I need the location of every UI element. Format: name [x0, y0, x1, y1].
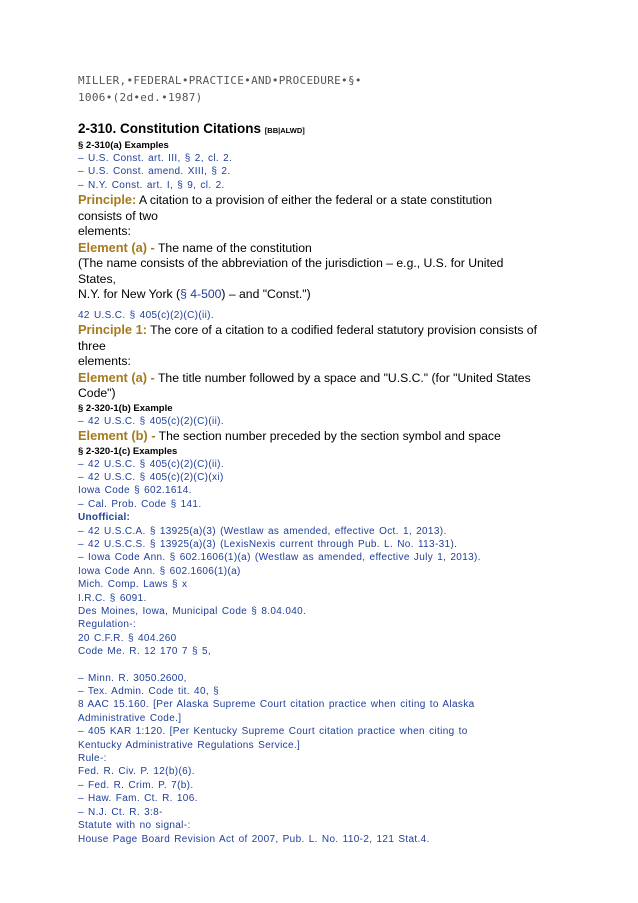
- unofficial-line: I.R.C. § 6091.: [78, 592, 147, 604]
- more-line: – Tex. Admin. Code tit. 40, §: [78, 686, 220, 698]
- more-line: House Page Board Revision Act of 2007, Pub. L. No. 110-2, 121 Stat.4.: [78, 833, 430, 845]
- principle-cont-2: elements:: [78, 224, 131, 239]
- example-heading-b: § 2-320-1(b) Example: [78, 402, 173, 414]
- example-line: – 42 U.S.C. § 405(c)(2)(C)(ii).: [78, 458, 224, 470]
- unofficial-line: Des Moines, Iowa, Municipal Code § 8.04.040.: [78, 606, 307, 617]
- more-line: – Fed. R. Crim. P. 7(b).: [78, 779, 194, 791]
- unofficial-line: – 42 U.S.C.A. § 13925(a)(3) (Westlaw as amended, effective Oct. 1, 2013).: [78, 525, 447, 537]
- element-a-note-2: States,: [78, 271, 116, 286]
- element-b-label: Element (b) -: [78, 428, 156, 444]
- usc-line: 42 U.S.C. § 405(c)(2)(C)(ii).: [78, 309, 214, 321]
- example-line: – 42 U.S.C. § 405(c)(2)(C)(ii).: [78, 415, 224, 427]
- principle-1-label: Principle 1:: [78, 322, 147, 338]
- more-line: – Minn. R. 3050.2600,: [78, 672, 187, 684]
- unofficial-line: Iowa Code Ann. § 602.1606(1)(a): [78, 565, 241, 577]
- more-line: Rule-:: [78, 753, 107, 765]
- element-a-note-3: N.Y. for New York (§ 4-500) – and "Const."): [78, 287, 311, 302]
- citation-line-2: 1006•(2d•ed.•1987): [78, 91, 203, 104]
- element-a-2-cont: Code"): [78, 386, 116, 401]
- principle-1-cont-2: elements:: [78, 354, 131, 369]
- example-line: – N.Y. Const. art. I, § 9, cl. 2.: [78, 179, 225, 191]
- principle-cont-1: consists of two: [78, 208, 158, 223]
- example-heading-a: § 2-310(a) Examples: [78, 140, 169, 151]
- section-tag: [BB|ALWD]: [264, 126, 305, 135]
- section-link[interactable]: § 4-500: [180, 287, 222, 302]
- element-a-note-1: (The name consists of the abbreviation of the jurisdiction – e.g., U.S. for United: [78, 256, 504, 271]
- example-line: – U.S. Const. art. III, § 2, cl. 2.: [78, 153, 233, 164]
- unofficial-line: Regulation-:: [78, 619, 137, 631]
- element-a-2: Element (a) - The title number followed by a space and "U.S.C." (for "United States: [78, 369, 531, 385]
- unofficial-heading: Unofficial:: [78, 512, 131, 524]
- element-b: Element (b) - The section number preceded by the section symbol and space: [78, 428, 501, 444]
- unofficial-line: Code Me. R. 12 170 7 § 5,: [78, 646, 212, 658]
- principle-1-cont-1: three: [78, 338, 106, 353]
- unofficial-line: Mich. Comp. Laws § x: [78, 579, 188, 591]
- more-line: – Haw. Fam. Ct. R. 106.: [78, 793, 198, 805]
- example-line: – 42 U.S.C. § 405(c)(2)(C)(xi): [78, 471, 224, 483]
- more-line: 8 AAC 15.160. [Per Alaska Supreme Court citation practice when citing to Alaska: [78, 699, 475, 711]
- citation-line-1: MILLER,•FEDERAL•PRACTICE•AND•PROCEDURE•§•: [78, 74, 362, 87]
- unofficial-line: 20 C.F.R. § 404.260: [78, 632, 177, 644]
- more-line: Fed. R. Civ. P. 12(b)(6).: [78, 766, 195, 778]
- more-line: – 405 KAR 1:120. [Per Kentucky Supreme Court citation practice when citing to: [78, 726, 468, 738]
- example-line: Iowa Code § 602.1614.: [78, 485, 192, 497]
- example-line: – U.S. Const. amend. XIII, § 2.: [78, 166, 231, 178]
- more-line: Statute with no signal-:: [78, 820, 191, 832]
- example-line: – Cal. Prob. Code § 141.: [78, 498, 202, 510]
- principle-label: Principle:: [78, 192, 137, 208]
- more-line: Kentucky Administrative Regulations Service.]: [78, 739, 301, 751]
- document-page: [78, 72, 578, 846]
- principle-1-paragraph: Principle 1: The core of a citation to a codified federal statutory provision consists of: [78, 322, 537, 338]
- element-a: Element (a) - The name of the constitution: [78, 239, 312, 255]
- unofficial-line: – Iowa Code Ann. § 602.1606(1)(a) (Westlaw as amended, effective July 1, 2013).: [78, 552, 481, 564]
- example-heading-c: § 2-320-1(c) Examples: [78, 445, 178, 457]
- more-line: Administrative Code.]: [78, 712, 182, 724]
- section-title: 2-310. Constitution Citations [BB|ALWD]: [78, 121, 305, 136]
- element-a-label: Element (a) -: [78, 239, 155, 255]
- more-line: – N.J. Ct. R. 3:8-: [78, 806, 163, 818]
- element-a-2-label: Element (a) -: [78, 369, 155, 385]
- unofficial-line: – 42 U.S.C.S. § 13925(a)(3) (LexisNexis current through Pub. L. No. 113-31).: [78, 538, 458, 550]
- principle-paragraph: Principle: A citation to a provision of either the federal or a state constitution: [78, 192, 492, 208]
